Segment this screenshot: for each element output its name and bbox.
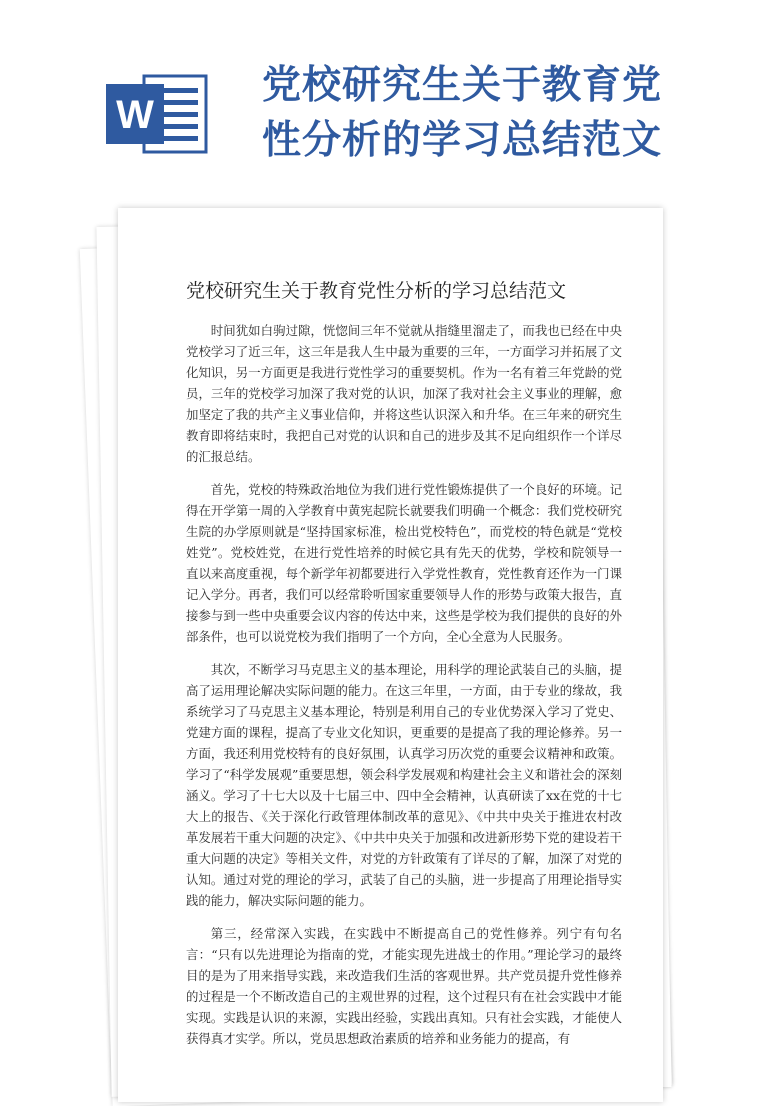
paragraph: 其次，不断学习马克思主义的基本理论，用科学的理论武装自己的头脑，提高了运用理论解决实际问题的能力。在这三年里，一方面，由于专业的缘故，我系统学习了马克思主义基本理论，特别是利用自己的专业优势深入学习了党史、党建方面的课程，提高了专业文化知识，更重要的是提高了我的理论修养。另一方面，我还利用党校特有的良好氛围，认真学习历次党的重要会议精神和政策。学习了“科学发展观”重要思想，领会科学发展观和构建社会主义和谐社会的深刻涵义。学习了十七大以及十七届三中、四中全会精神，认真研读了xx在党的十七大上的报告、《关于深化行政管理体制改革的意见》、《中共中央关于推进农村改革发展若干重大问题的决定》、《中共中央关于加强和改进新形势下党的建设若干重大问题的决定》等相关文件，对党的方针政策有了详尽的了解，加深了对党的认知。通过对党的理论的学习，武装了自己的头脑，进一步提高了用理论指导实践的能力，解决实际问题的能力。 [186,662,622,908]
document-title: 党校研究生关于教育党性分析的学习总结范文 [186,280,567,302]
paragraph: 首先，党校的特殊政治地位为我们进行党性锻炼提供了一个良好的环境。记得在开学第一周的入学教育中黄宪起院长就要我们明确一个概念：我们党校研究生院的办学原则就是“坚持国家标准，检出党校特色”，而党校的特色就是“党校姓党”。党校姓党，在进行党性培养的时候它具有先天的优势，学校和院领导一直以来高度重视，每个新学年初都要进行入学党性教育，党性教育还作为一门课记入学分。再者，我们可以经常聆听国家重要领导人作的形势与政策大报告，直接参与到一些中央重要会议内容的传达中来，这些是学校为我们提供的良好的外部条件，也可以说党校为我们指明了一个方向，全心全意为人民服务。 [186,482,622,644]
cover-header [0,0,780,200]
paragraph: 第三，经常深入实践，在实践中不断提高自己的党性修养。列宁有句名言：“只有以先进理论为指南的党，才能实现先进战士的作用。”理论学习的最终目的是为了用来指导实践，来改造我们生活的客观世界。共产党员提升党性修养的过程是一个不断改造自己的主观世界的过程，这个过程只有在社会实践中才能实现。实践是认识的来源，实践出经验，实践出真知。只有社会实践，才能使人获得真才实学。所以，党员思想政治素质的培养和业务能力的提高，有 [186,926,622,1046]
document-page [118,208,663,1102]
document-body [186,320,622,1061]
cover-title [262,58,682,168]
word-icon [106,68,210,160]
cover-title-line-1: 党校研究生关于教育党 [262,63,663,108]
paragraph: 时间犹如白驹过隙，恍惚间三年不觉就从指缝里溜走了，而我也已经在中央党校学习了近三年，这三年是我人生中最为重要的三年，一方面学习并拓展了文化知识，另一方面更是我进行党性学习的重要契机。作为一名有着三年党龄的党员，三年的党校学习加深了我对党的认识，加深了我对社会主义事业的理解，愈加坚定了我的共产主义事业信仰，并将这些认识深入和升华。在三年来的研究生教育即将结束时，我把自己对党的认识和自己的进步及其不足向组织作一个详尽的汇报总结。 [186,323,622,464]
word-icon-letter: W [116,93,154,137]
cover-title-line-2: 性分析的学习总结范文 [262,118,663,163]
